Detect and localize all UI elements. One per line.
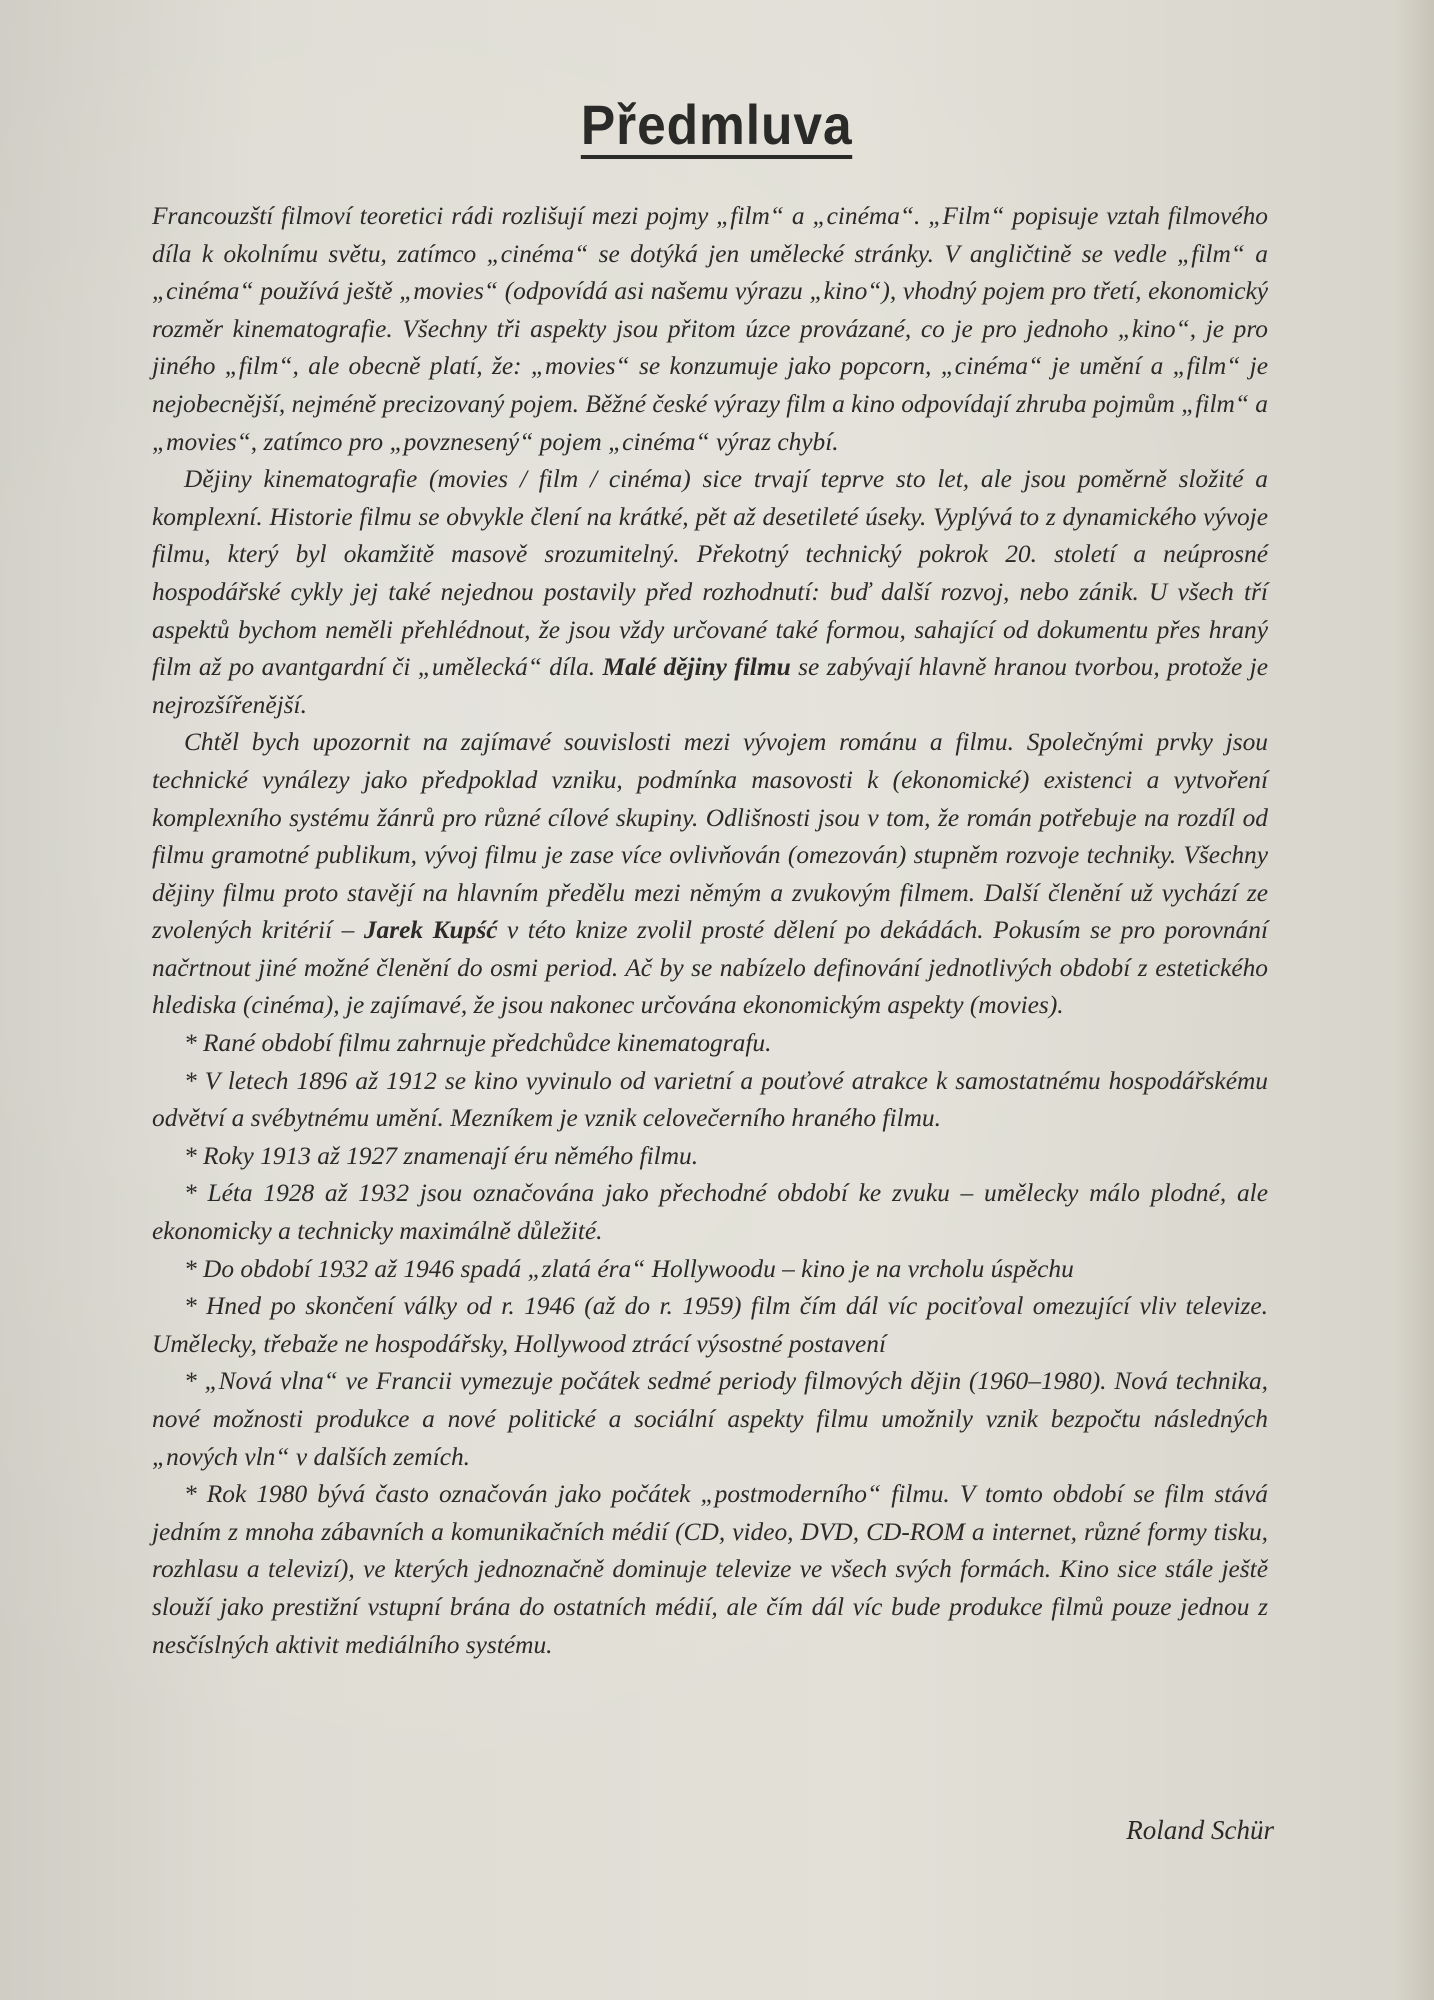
- period-item-1: * Rané období filmu zahrnuje předchůdce kinematografu.: [184, 1029, 772, 1058]
- period-item-6: * Hned po skončení války od r. 1946 (až do r. 1959) film čím dál víc pociťoval omezující vliv televize. Umělecky, třebaže ne hospodářsky, Hollywood ztrácí výsostné postavení: [152, 1292, 1268, 1358]
- period-item-2: * V letech 1896 až 1912 se kino vyvinulo od varietní a pouťové atrakce k samostatnému hospodářskému odvětví a svébytnému umění. Mezníkem je vznik celovečerního hraného filmu.: [152, 1066, 1268, 1133]
- author-signature: Roland Schür: [1126, 1815, 1274, 1845]
- paragraph-3-text-b: v této knize zvolil prosté dělení po dekádách. Pokusím se pro porovnání načrtnout jiné možné členění do osmi period. Ač by se nabízelo definování jednotlivých období z estetického hlediska (cinéma), je zajímavé, že jsou nakonec určována ekonomickým aspekty (movies).: [152, 916, 1268, 1020]
- paragraph-2-text-b: se zabývají hlavně hranou tvorbou, protože je nejrozšířenější.: [152, 653, 1268, 719]
- preface-body: [152, 198, 1268, 1664]
- author-name-bold: Jarek Kupść: [363, 916, 498, 945]
- period-item-4: * Léta 1928 až 1932 jsou označována jako přechodné období ke zvuku – umělecky málo plodné, ale ekonomicky a technicky maximálně důležité.: [152, 1179, 1268, 1246]
- paragraph-2-text-a: Dějiny kinematografie (movies / film / cinéma) sice trvají teprve sto let, ale jsou poměrně složité a komplexní. Historie filmu se obvykle člení na krátké, pět až desetileté úseky. Vyplývá to z dynamického vývoje filmu, který byl okamžitě masově srozumitelný. Překotný technický pokrok 20. století a neúprosné hospodářské cykly jej také nejednou postavily před rozhodnutí: buď další rozvoj, nebo zánik. U všech tří aspektů bychom neměli přehlédnout, že jsou vždy určované také formou, sahající od dokumentu přes hraný film až po avantgardní či „umělecká“ díla.: [152, 465, 1268, 682]
- page-title: [0, 92, 1434, 159]
- page-title-text: Předmluva: [581, 96, 853, 159]
- paragraph-2: [152, 461, 1268, 724]
- period-item-7: * „Nová vlna“ ve Francii vymezuje počátek sedmé periody filmových dějin (1960–1980). Nová technika, nové možnosti produkce a nové politické a sociální aspekty filmu umožnily vznik bezpočtu následných „nových vln“ v dalších zemích.: [152, 1367, 1268, 1471]
- period-item-8: * Rok 1980 bývá často označován jako počátek „postmoderního“ filmu. V tomto období se film stává jedním z mnoha zábavních a komunikačních médií (CD, video, DVD, CD-ROM a internet, různé formy tisku, rozhlasu a televizí), ve kterých jednoznačně dominuje televize ve všech svých formách. Kino sice stále ještě slouží jako prestižní vstupní brána do ostatních médií, ale čím dál víc bude produkce filmů pouze jednou z nesčíslných aktivit mediálního systému.: [152, 1480, 1268, 1659]
- book-title-bold: Malé dějiny filmu: [602, 653, 791, 682]
- paragraph-3-text-a: Chtěl bych upozornit na zajímavé souvislosti mezi vývojem románu a filmu. Společnými prvky jsou technické vynálezy jako předpoklad vzniku, podmínka masovosti k (ekonomické) existenci a vytvoření komplexního systému žánrů pro různé cílové skupiny. Odlišnosti jsou v tom, že román potřebuje na rozdíl od filmu gramotné publikum, vývoj filmu je zase více ovlivňován (omezován) stupněm rozvoje techniky. Všechny dějiny filmu proto stavějí na hlavním předělu mezi němým a zvukovým filmem. Další členění už vychází ze zvolených kritérií –: [152, 728, 1268, 945]
- paragraph-1: Francouzští filmoví teoretici rádi rozlišují mezi pojmy „film“ a „cinéma“. „Film“ popisuje vztah filmového díla k okolnímu světu, zatímco „cinéma“ se dotýká jen umělecké stránky. V angličtině se vedle „film“ a „cinéma“ používá ještě „movies“ (odpovídá asi našemu výrazu „kino“), vhodný pojem pro třetí, ekonomický rozměr kinematografie. Všechny tři aspekty jsou přitom úzce provázané, co je pro jednoho „kino“, je pro jiného „film“, ale obecně platí, že: „movies“ se konzumuje jako popcorn, „cinéma“ je umění a „film“ je nejobecnější, nejméně precizovaný pojem. Běžné české výrazy film a kino odpovídají zhruba pojmům „film“ a „movies“, zatímco pro „povznesený“ pojem „cinéma“ výraz chybí.: [152, 202, 1268, 456]
- period-item-3: * Roky 1913 až 1927 znamenají éru němého filmu.: [184, 1141, 699, 1170]
- period-item-5: * Do období 1932 až 1946 spadá „zlatá éra“ Hollywoodu – kino je na vrcholu úspěchu: [184, 1254, 1074, 1283]
- paragraph-3: [152, 724, 1268, 1025]
